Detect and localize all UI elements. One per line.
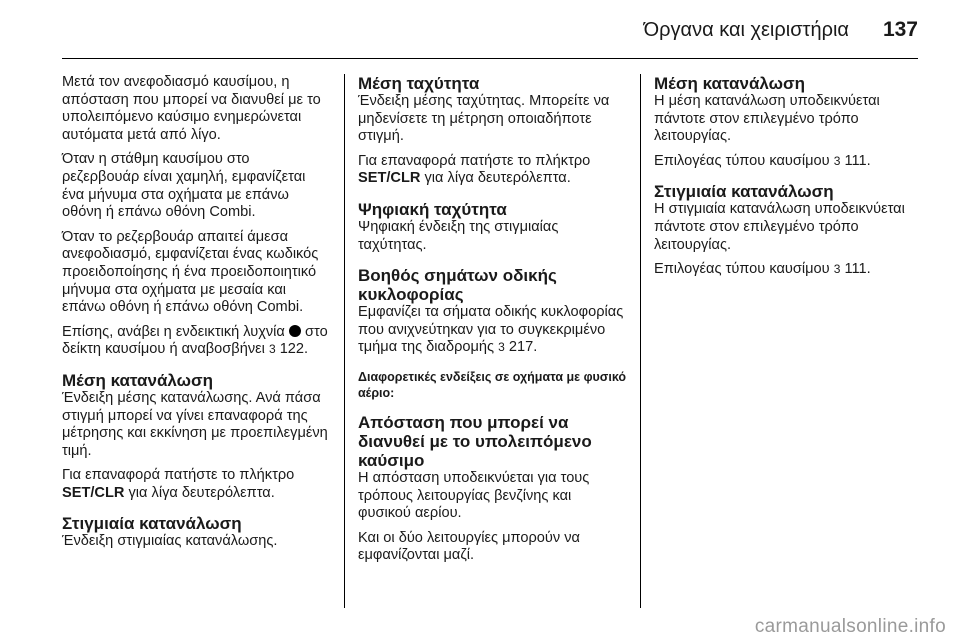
paragraph: Και οι δύο λειτουργίες μπορούν να εμφανίζονται μαζί. (358, 529, 580, 564)
paragraph: Μετά τον ανεφοδιασμό καυσίμου, η απόσταση που μπορεί να διανυθεί με το υπολειπόμενο καύσιμο ενημερώνεται αυτόματα μετά από λίγο. (62, 74, 321, 143)
page-number: 137 (882, 18, 918, 41)
reference-arrow-icon: 3 (833, 153, 841, 168)
paragraph-text: για λίγα δευτερόλεπτα. (128, 484, 275, 501)
page-title: Όργανα και χειριστήρια (643, 19, 849, 41)
key-label: SET/CLR (358, 170, 421, 187)
paragraph: Η απόσταση υποδεικνύεται για τους τρόπους λειτουργίας βενζίνης και φυσικού αερίου. (358, 469, 590, 522)
paragraph-text: Εμφανίζει τα σήματα οδικής κυκλοφορίας που ανιχνεύτηκαν για το συγκεκριμένο τμήμα της διαδρομής (358, 304, 624, 356)
paragraph: Ένδειξη στιγμιαίας κατανάλωσης. (62, 533, 278, 550)
section-heading: Απόσταση που μπορεί να διανυθεί με το υπολειπόμενο καύσιμο (358, 412, 592, 470)
paragraph (654, 261, 922, 279)
paragraph (358, 304, 626, 357)
paragraph-text: στο δείκτη καυσίμου ή αναβοσβήνει (62, 323, 328, 358)
section-heading: Μέση ταχύτητα (358, 74, 480, 93)
section-heading: Ψηφιακή ταχύτητα (358, 199, 507, 219)
column-1 (62, 74, 330, 558)
paragraph: Η μέση κατανάλωση υποδεικνύεται πάντοτε στον επιλεγμένο τρόπο λειτουργίας. (654, 93, 880, 145)
watermark: carmanualsonline.info (754, 616, 946, 637)
paragraph (62, 324, 330, 359)
column-divider-2 (640, 74, 641, 608)
paragraph (654, 153, 922, 171)
reference-arrow-icon: 3 (268, 342, 276, 357)
column-divider-1 (344, 74, 345, 608)
paragraph-text: Επίσης, ανάβει η ενδεικτική λυχνία (62, 323, 285, 340)
paragraph: Ένδειξη μέσης ταχύτητας. Μπορείτε να μηδενίσετε τη μέτρηση οποιαδήποτε στιγμή. (358, 93, 610, 145)
paragraph-text: για λίγα δευτερόλεπτα. (424, 170, 571, 187)
header-rule (62, 58, 918, 59)
section-heading: Στιγμιαία κατανάλωση (654, 182, 834, 202)
section-heading: Μέση κατανάλωση (62, 370, 214, 390)
paragraph: Η στιγμιαία κατανάλωση υποδεικνύεται πάντοτε στον επιλεγμένο τρόπο λειτουργίας. (654, 201, 905, 253)
page-reference[interactable]: 122. (279, 341, 309, 358)
section-heading: Μέση κατανάλωση (654, 74, 806, 93)
key-label: SET/CLR (62, 484, 125, 501)
paragraph-text: Για επαναφορά πατήστε το πλήκτρο (358, 152, 591, 169)
column-2 (358, 74, 626, 572)
section-heading: Βοηθός σημάτων οδικής κυκλοφορίας (358, 266, 557, 305)
page-reference[interactable]: 111. (844, 261, 871, 278)
paragraph (62, 467, 330, 502)
paragraph-text: Επιλογέας τύπου καυσίμου (654, 152, 830, 169)
paragraph: Όταν το ρεζερβουάρ απαιτεί άμεσα ανεφοδιασμό, εμφανίζεται ένας κωδικός προειδοποίησης ή ένα προειδοποιητικό μήνυμα στα οχήματα με μεσαία και επάνω οθόνη ή επάνω οθόνη Combi. (62, 228, 319, 316)
paragraph (358, 153, 626, 188)
page-reference[interactable]: 217. (508, 339, 538, 356)
paragraph-text: Επιλογέας τύπου καυσίμου (654, 261, 830, 278)
page-reference[interactable]: 111. (844, 152, 871, 169)
paragraph: Ψηφιακή ένδειξη της στιγμιαίας ταχύτητας. (358, 218, 559, 253)
reference-arrow-icon: 3 (498, 340, 505, 355)
section-heading: Στιγμιαία κατανάλωση (62, 514, 242, 534)
black-dot-icon (289, 325, 301, 337)
paragraph-text: Για επαναφορά πατήστε το πλήκτρο (62, 467, 295, 484)
paragraph: Όταν η στάθμη καυσίμου στο ρεζερβουάρ είναι χαμηλή, εμφανίζεται ένα μήνυμα στα οχήματα με επάνω οθόνη ή επάνω οθόνη Combi. (62, 151, 306, 221)
page-header (644, 18, 918, 42)
paragraph: Ένδειξη μέσης κατανάλωσης. Ανά πάσα στιγμή μπορεί να γίνει επαναφορά της μέτρησης και εκκίνηση με προεπιλεγμένη τιμή. (62, 389, 328, 459)
reference-arrow-icon: 3 (833, 262, 841, 277)
sub-heading: Διαφορετικές ενδείξεις σε οχήματα με φυσικό αέριο: (358, 369, 627, 400)
column-3 (654, 74, 922, 286)
